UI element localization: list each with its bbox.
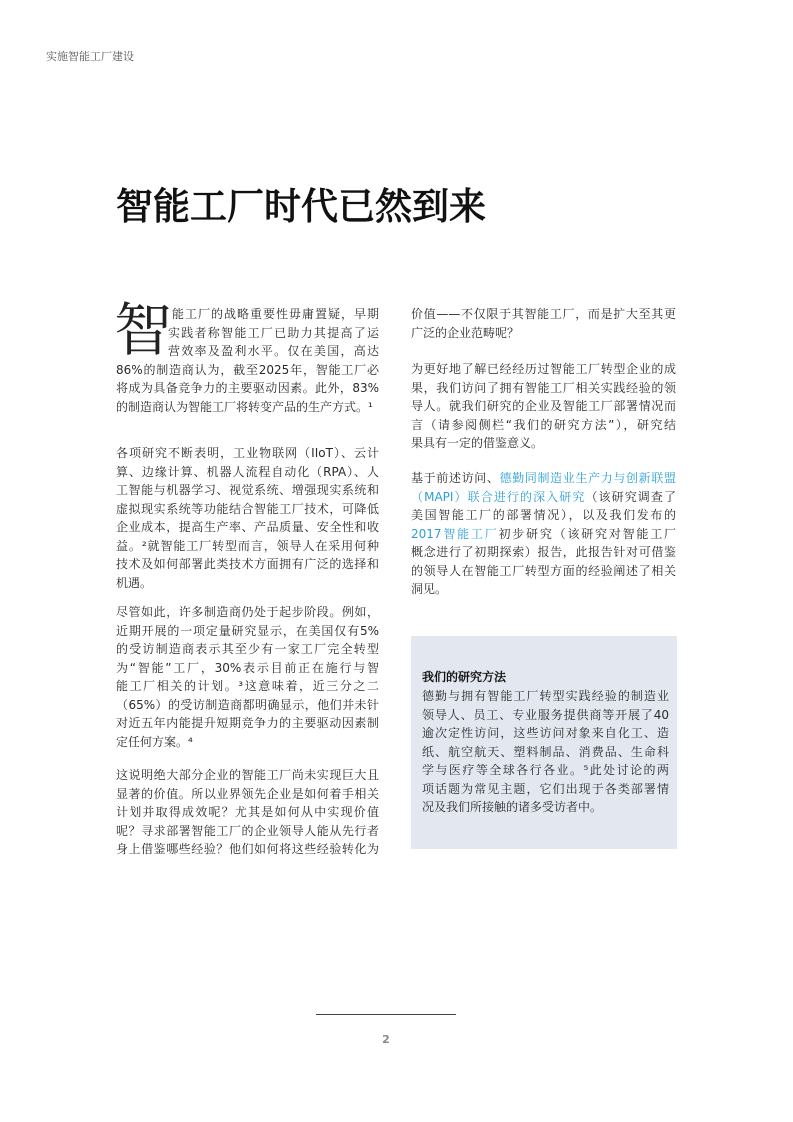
text-line: 86%的制造商认为，截至2025年，智能工厂必 — [116, 362, 379, 377]
text-line — [411, 580, 676, 599]
text-line: 将成为具备竞争力的主要驱动因素。此外，83% — [116, 381, 379, 395]
text-line: 定任何方案。⁴ — [116, 734, 193, 749]
mapi-study-link[interactable]: 德勤同制造业生产力与创新联盟 — [499, 471, 676, 485]
text-line: 纸、航空航天、塑料制品、消费品、生命科 — [422, 744, 669, 759]
mapi-study-link-continued[interactable]: （MAPI）联合进行的深入研究 — [411, 489, 586, 504]
text-line: 技术及如何部署此类技术方面拥有广泛的选择和 — [116, 557, 379, 571]
text-segment: 初步研究（该研究对智能工厂 — [498, 526, 676, 541]
text-line: 显著的价值。所以业界领先企业是如何着手相关 — [116, 786, 379, 801]
text-line: 况及我们所接触的诸多受访者中。 — [422, 800, 603, 814]
text-line: 尽管如此，许多制造商仍处于起步阶段。例如， — [116, 605, 379, 619]
right-paragraph-1 — [411, 305, 676, 342]
text-line: 能工厂相关的计划。³这意味着，近三分之二 — [116, 679, 379, 693]
text-line: 学与医疗等全球各行各业。⁵此处讨论的两 — [422, 763, 669, 777]
text-line: （65%）的受访制造商都明确显示，他们并未针 — [116, 697, 379, 712]
text-line: 计划并取得成效呢？尤其是如何从中实现价值 — [116, 805, 379, 819]
text-line: 果具有一定的借鉴意义。 — [411, 436, 544, 450]
page-title: 智能工厂时代已然到来 — [116, 185, 486, 228]
text-line: 导人。就我们研究的企业及智能工厂部署情况而 — [411, 399, 676, 413]
text-line — [411, 525, 676, 544]
footer-divider — [316, 1014, 456, 1015]
text-line: 德勤与拥有智能工厂转型实践经验的制造业 — [422, 689, 669, 703]
drop-cap: 智 — [114, 296, 173, 364]
text-line: 近期开展的一项定量研究显示，在美国仅有5% — [116, 623, 379, 638]
running-header: 实施智能工厂建设 — [46, 50, 134, 63]
text-line: 对近五年内能提升短期竞争力的主要驱动因素制 — [116, 716, 379, 730]
text-segment: 的领导人在智能工厂转型方面的经验阐述了相关 — [411, 563, 676, 578]
left-paragraph-4 — [116, 766, 379, 859]
text-line: 为更好地了解已经经历过智能工厂转型企业的成 — [411, 362, 676, 376]
text-line: 项话题为常见主题，它们出现于各类部署情 — [422, 781, 669, 796]
research-method-sidebar — [411, 636, 677, 849]
text-line: 的受访制造商表示其至少有一家工厂完全转型 — [116, 642, 379, 656]
left-paragraph-3 — [116, 603, 379, 751]
text-line: 逾次定性访问，这些访问对象来自化工、造 — [422, 726, 669, 740]
text-line: 呢？寻求部署智能工厂的企业领导人能从先行者 — [116, 823, 379, 838]
text-line — [411, 506, 676, 525]
text-line: 营效率及盈利水平。仅在美国，高达 — [168, 344, 379, 358]
text-line: 广泛的企业范畴呢？ — [411, 325, 520, 340]
text-line — [411, 469, 676, 488]
text-line: 虚拟现实系统等功能结合智能工厂技术，可降低 — [116, 501, 379, 516]
text-line: 身上借鉴哪些经验？他们如何将这些经验转化为 — [116, 842, 379, 856]
sidebar-content — [422, 668, 669, 817]
text-segment: 基于前述访问、 — [411, 471, 500, 485]
text-line — [411, 562, 676, 581]
text-line: 企业成本，提高生产率、产品质量、安全性和收 — [116, 520, 379, 534]
text-segment: （该研究调查了 — [585, 489, 676, 504]
text-line: 能工厂的战略重要性毋庸置疑，早期 — [172, 307, 379, 321]
text-line: 为“智能”工厂，30%表示目前正在施行与智 — [116, 660, 379, 675]
text-line: 益。²就智能工厂转型而言，领导人在采用何种 — [116, 538, 379, 553]
page-number: 2 — [382, 1033, 390, 1046]
text-line: 机遇。 — [116, 575, 153, 590]
text-line: 言（请参阅侧栏“我们的研究方法”），研究结 — [411, 417, 676, 432]
left-paragraph-1 — [116, 305, 379, 416]
text-line: 工智能与机器学习、视觉系统、增强现实系统和 — [116, 483, 379, 497]
sidebar-title: 我们的研究方法 — [422, 670, 507, 684]
text-line: 领导人、员工、专业服务提供商等开展了40 — [422, 707, 669, 722]
text-line: 果，我们访问了拥有智能工厂相关实践经验的领 — [411, 380, 676, 395]
right-paragraph-3 — [411, 469, 676, 599]
text-segment: 概念进行了初期探索）报告，此报告针对可借鉴 — [411, 545, 676, 559]
text-line: 的制造商认为智能工厂将转变产品的生产方式。¹ — [116, 399, 373, 414]
text-segment: 美国智能工厂的部署情况），以及我们发布的 — [411, 508, 676, 522]
text-line — [411, 543, 676, 562]
left-paragraph-2 — [116, 444, 379, 592]
text-line: 各项研究不断表明，工业物联网（IIoT）、云计 — [116, 446, 379, 460]
smart-factory-2017-link[interactable]: 2017智能工厂 — [411, 526, 499, 541]
right-paragraph-2 — [411, 360, 676, 453]
text-line: 这说明绝大部分企业的智能工厂尚未实现巨大且 — [116, 768, 379, 782]
text-line: 价值——不仅限于其智能工厂，而是扩大至其更 — [411, 307, 676, 321]
text-line — [411, 488, 676, 507]
text-segment: 洞见。 — [411, 582, 448, 596]
text-line: 算、边缘计算、机器人流程自动化（RPA）、人 — [116, 464, 379, 479]
text-line: 实践者称智能工厂已助力其提高了运 — [168, 325, 379, 340]
